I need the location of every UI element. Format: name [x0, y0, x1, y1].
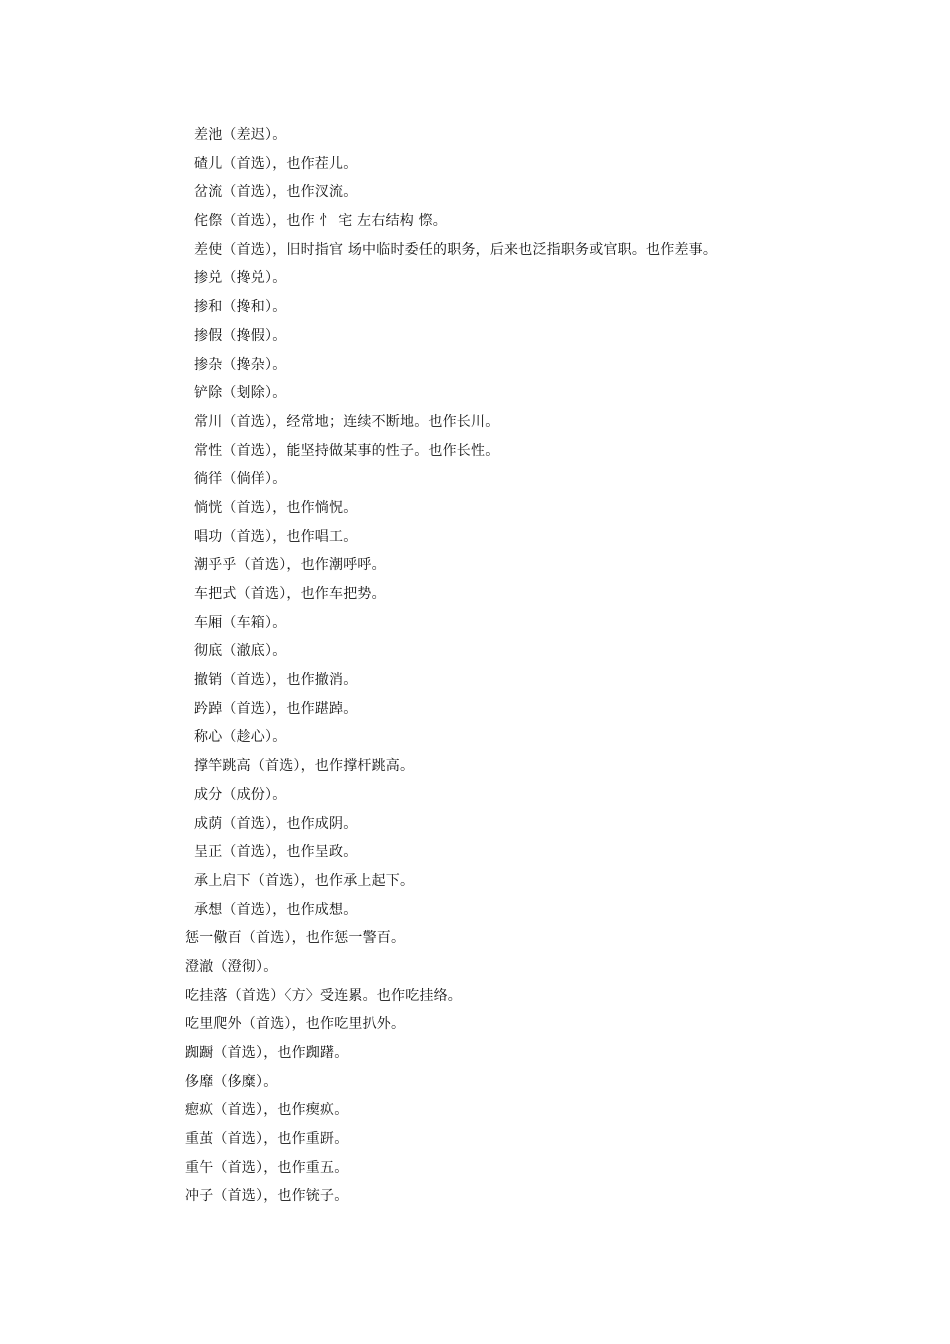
entry-line: 踟蹰（首选），也作踟躇。 — [185, 1045, 349, 1061]
entry-line: 差使（首选），旧时指官 场中临时委任的职务，后来也泛指职务或官职。也作差事。 — [194, 241, 718, 258]
entry-line: 车厢（车箱）。 — [194, 614, 287, 631]
entry-line: 成荫（首选），也作成阴。 — [194, 815, 358, 832]
entry-line: 铲除（刬除）。 — [194, 385, 287, 402]
entry-line: 称心（趁心）。 — [194, 729, 287, 746]
entry-line: 成分（成份）。 — [194, 786, 287, 803]
entry-line: 承上启下（首选），也作承上起下。 — [194, 872, 415, 889]
entry-line: 常性（首选），能坚持做某事的性子。也作长性。 — [194, 442, 500, 459]
entry-line: 惩一儆百（首选），也作惩一警百。 — [185, 930, 406, 947]
entry-line: 重茧（首选），也作重趼。 — [185, 1131, 349, 1148]
entry-line: 掺兑（搀兑）。 — [194, 270, 287, 287]
entry-line: 潮乎乎（首选），也作潮呼呼。 — [194, 557, 386, 574]
entry-line: 岔流（首选），也作汊流。 — [194, 184, 358, 201]
entry-line: 唱功（首选），也作唱工。 — [194, 528, 358, 545]
entry-line: 冲子（首选），也作铳子。 — [185, 1188, 349, 1205]
entry-line: 吃里爬外（首选），也作吃里扒外。 — [185, 1016, 406, 1033]
entry-line: 碴儿（首选），也作茬儿。 — [194, 155, 358, 172]
entry-line: 掺假（搀假）。 — [194, 327, 287, 344]
entry-line: 惝恍（首选），也作惝怳。 — [194, 499, 358, 516]
entry-line: 侘傺（首选），也作 忄 宅 左右结构 憏。 — [194, 213, 447, 230]
entry-line: 掺杂（搀杂）。 — [194, 356, 287, 373]
entry-line: 常川（首选），经常地；连续不断地。也作长川。 — [194, 413, 500, 430]
entry-line: 徜徉（倘佯）。 — [194, 471, 287, 488]
entry-line: 彻底（澈底）。 — [194, 643, 287, 660]
entry-line: 重午（首选），也作重五。 — [185, 1159, 349, 1176]
entry-line: 差池（差迟）。 — [194, 127, 287, 143]
entry-list — [0, 121, 950, 1211]
entry-line: 侈靡（侈糜）。 — [185, 1073, 278, 1090]
entry-line: 澄澈（澄彻）。 — [185, 958, 278, 975]
entry-line: 瘛疭（首选），也作瘈疭。 — [185, 1102, 349, 1119]
entry-line: 车把式（首选），也作车把势。 — [194, 586, 386, 602]
entry-line: 吃挂落（首选）〈方〉受连累。也作吃挂络。 — [185, 987, 462, 1004]
entry-line: 趻踔（首选），也作踸踔。 — [194, 700, 358, 717]
entry-line: 掺和（搀和）。 — [194, 299, 287, 316]
entry-line: 撤销（首选），也作撤消。 — [194, 672, 358, 689]
entry-line: 承想（首选），也作成想。 — [194, 901, 358, 918]
entry-line: 呈正（首选），也作呈政。 — [194, 844, 358, 861]
entry-line: 撑竿跳高（首选），也作撑杆跳高。 — [194, 758, 415, 775]
